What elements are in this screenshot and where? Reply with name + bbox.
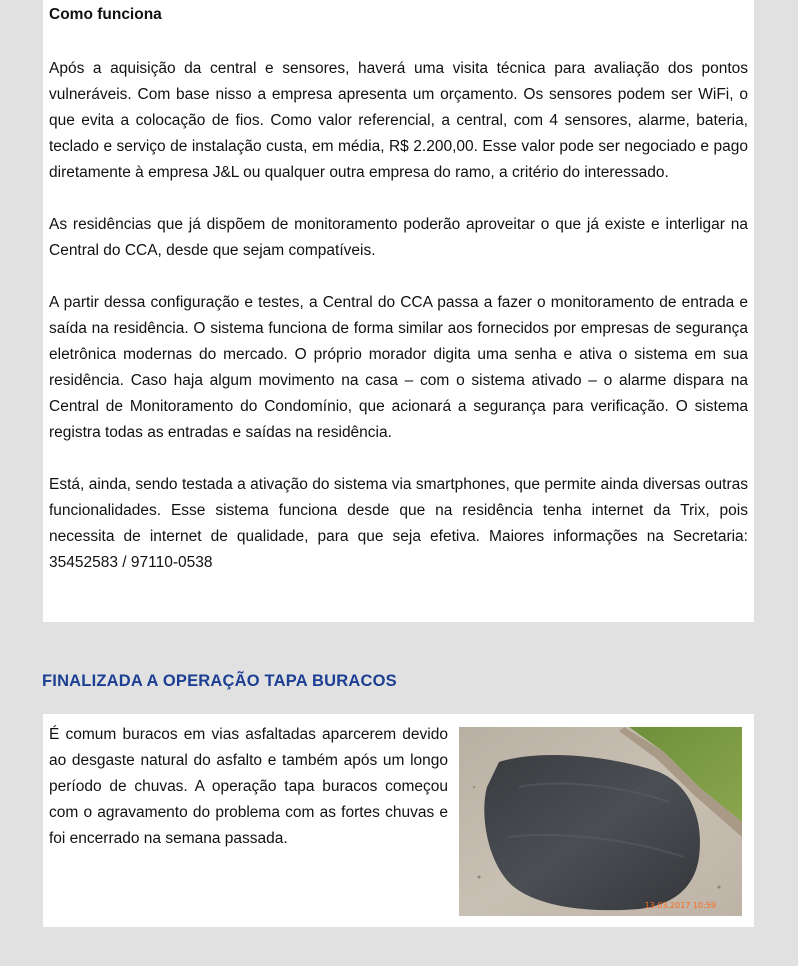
patched-road-photo bbox=[459, 727, 742, 916]
article-paragraph-3: A partir dessa configuração e testes, a Central do CCA passa a fazer o monitoramento de entrada e saída na residência. O sistema funciona de forma similar aos fornecidos por empresas de segurança eletrônica modernas do mercado. O próprio morador digita uma senha e ativa o sistema em sua residência. Caso haja algum movimento na casa – com o sistema ativado – o alarme dispara na Central de Monitoramento do Condomínio, que acionará a segurança para verificação. O sistema registra todas as entradas e saídas na residência. bbox=[49, 294, 748, 441]
article-card-tapa-buracos bbox=[43, 714, 754, 927]
article-paragraph-4: Está, ainda, sendo testada a ativação do sistema via smartphones, que permite ainda diversas outras funcionalidades. Esse sistema funciona desde que na residência tenha internet da Trix, pois necessita de internet de qualidade, para que seja efetiva. Maiores informações na Secretaria: 35452583 / 97110-0538 bbox=[49, 476, 748, 571]
section-title: FINALIZADA A OPERAÇÃO TAPA BURACOS bbox=[42, 672, 397, 690]
article-card-como-funciona bbox=[43, 0, 754, 622]
road-photo-image bbox=[459, 727, 742, 916]
article-text: É comum buracos em vias asfaltadas aparcerem devido ao desgaste natural do asfalto e também após um longo período de chuvas. A operação tapa buracos começou com o agravamento do problema com as fortes chuvas e foi encerrado na semana passada. bbox=[49, 726, 448, 847]
article-heading: Como funciona bbox=[49, 6, 162, 23]
article-paragraph-2: As residências que já dispõem de monitoramento poderão aproveitar o que já existe e interligar na Central do CCA, desde que sejam compatíveis. bbox=[49, 216, 748, 259]
article-paragraph-1: Após a aquisição da central e sensores, haverá uma visita técnica para avaliação dos pontos vulneráveis. Com base nisso a empresa apresenta um orçamento. Os sensores podem ser WiFi, o que evita a colocação de fios. Como valor referencial, a central, com 4 sensores, alarme, bateria, teclado e serviço de instalação custa, em média, R$ 2.200,00. Esse valor pode ser negociado e pago diretamente à empresa J&L ou qualquer outra empresa do ramo, a critério do interessado. bbox=[49, 60, 748, 181]
photo-timestamp: 13.03.2017 10:59 bbox=[644, 901, 716, 910]
